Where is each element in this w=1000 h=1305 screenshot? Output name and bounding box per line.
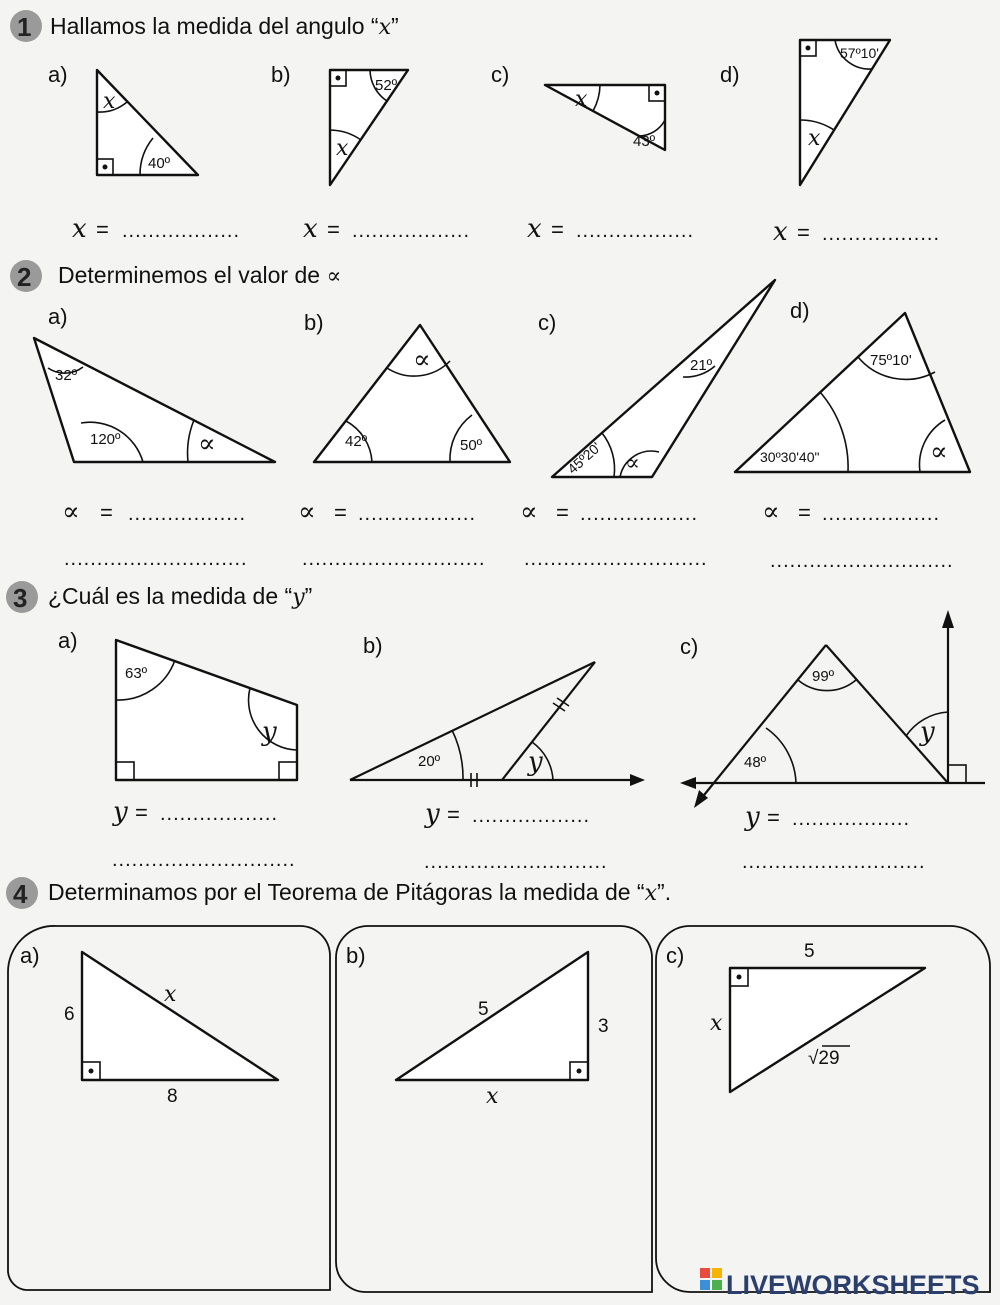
svg-text:..................: .................. [580, 503, 699, 525]
s4-label-c: c) [666, 943, 685, 968]
s1-answer-d [773, 217, 940, 247]
svg-text:∝: ∝ [520, 497, 538, 527]
section-4-badge [6, 877, 38, 909]
s2-label-a: a) [48, 304, 68, 329]
svg-text:..................: .................. [472, 805, 591, 827]
s1-answer-a [72, 214, 240, 244]
svg-text:..................: .................. [160, 803, 279, 825]
svg-text:=: = [334, 500, 347, 525]
svg-text:=: = [767, 805, 780, 830]
s4-b-var: x [486, 1084, 499, 1109]
svg-text:=: = [556, 500, 569, 525]
s3-label-c: c) [680, 634, 699, 659]
liveworksheets-logo-text: LIVEWORKSHEETS [726, 1270, 980, 1300]
s4-a-side-left: 6 [64, 1004, 75, 1025]
s1-answer-b [303, 214, 470, 244]
s2-answer-c [520, 497, 708, 570]
svg-text:=: = [447, 802, 460, 827]
s3-c-var: y [920, 717, 935, 747]
s1-label-a: a) [48, 62, 68, 87]
s3-answer-b [424, 799, 608, 873]
s2-answer-a [62, 497, 248, 570]
svg-text:..................: .................. [128, 503, 247, 525]
svg-text:=: = [327, 217, 340, 242]
svg-text:............................: ............................ [742, 851, 926, 873]
s4-a-var: x [164, 982, 177, 1007]
s2-label-c: c) [538, 310, 557, 335]
section-1-title: Hallamos la medida del angulo “x” [50, 13, 399, 40]
s2-answer-b [298, 497, 486, 570]
s4-c-side-hyp: √29 [808, 1048, 840, 1069]
s2-c-top: 21º [690, 357, 713, 374]
svg-text:y: y [745, 802, 760, 832]
s3-label-b: b) [363, 633, 383, 658]
s2-d-top: 75º10' [870, 352, 912, 369]
s1-b-var: x [336, 136, 349, 161]
s1-a-var: x [103, 89, 116, 114]
section-1 [10, 10, 940, 247]
svg-text:∝: ∝ [62, 497, 80, 527]
s4-panel-a [8, 926, 330, 1290]
section-3-title: ¿Cuál es la medida de “y” [48, 583, 313, 610]
svg-text:............................: ............................ [770, 550, 954, 572]
svg-text:y: y [113, 797, 128, 827]
svg-text:x: x [527, 214, 542, 244]
s2-label-b: b) [304, 310, 324, 335]
section-3 [6, 581, 985, 873]
svg-text:..................: .................. [358, 503, 477, 525]
svg-text:............................: ............................ [64, 548, 248, 570]
s3-answer-a [112, 797, 296, 871]
s2-d-left: 30º30'40" [760, 449, 820, 465]
section-2-badge [10, 260, 42, 292]
s1-label-b: b) [271, 62, 291, 87]
s3-answer-c [742, 802, 926, 873]
s3-label-a: a) [58, 628, 78, 653]
svg-text:=: = [798, 500, 811, 525]
s2-c-alpha: ∝ [625, 451, 640, 476]
svg-text:=: = [797, 220, 810, 245]
svg-text:∝: ∝ [762, 497, 780, 527]
section-4-title: Determinamos por el Teorema de Pitágoras la medida de “x”. [48, 879, 672, 906]
svg-text:=: = [100, 500, 113, 525]
s1-c-angle: 43º [633, 133, 656, 150]
s3-a-var: y [262, 717, 277, 747]
s4-b-side-right: 3 [598, 1016, 609, 1037]
s3-a-angle: 63º [125, 665, 148, 682]
section-3-number: 3 [13, 583, 28, 613]
svg-text:............................: ............................ [524, 548, 708, 570]
s4-c-var: x [710, 1011, 723, 1036]
svg-text:..................: .................. [822, 223, 941, 245]
svg-text:..................: .................. [122, 220, 241, 242]
section-4-number: 4 [13, 879, 28, 909]
s2-a-top: 32º [55, 367, 78, 384]
svg-text:..................: .................. [822, 503, 941, 525]
section-2-number: 2 [17, 262, 32, 292]
s4-panel-b [336, 926, 652, 1292]
s2-b-left: 42º [345, 433, 368, 450]
s2-d-alpha: ∝ [930, 437, 948, 467]
s4-b-side-hyp: 5 [478, 999, 489, 1020]
s3-c-left: 48º [744, 754, 767, 771]
s1-a-angle: 40º [148, 155, 171, 172]
svg-text:..................: .................. [352, 220, 471, 242]
svg-text:............................: ............................ [112, 849, 296, 871]
section-2 [10, 260, 970, 572]
s2-b-alpha: ∝ [413, 345, 431, 375]
s4-label-a: a) [20, 943, 40, 968]
svg-text:∝: ∝ [298, 497, 316, 527]
svg-text:..................: .................. [792, 808, 911, 830]
svg-text:x: x [303, 214, 318, 244]
section-3-badge [6, 581, 38, 613]
svg-text:=: = [96, 217, 109, 242]
s2-c-left: 45º20' [564, 438, 604, 477]
svg-text:..................: .................. [576, 220, 695, 242]
svg-text:............................: ............................ [424, 851, 608, 873]
s1-answer-c [527, 214, 694, 244]
s3-b-angle: 20º [418, 753, 441, 770]
s1-label-c: c) [491, 62, 510, 87]
liveworksheets-logo-icon [700, 1268, 722, 1290]
s1-label-d: d) [720, 62, 740, 87]
s2-b-right: 50º [460, 437, 483, 454]
section-1-badge [10, 10, 42, 42]
svg-text:x: x [773, 217, 788, 247]
section-4 [6, 877, 990, 1292]
s4-c-side-top: 5 [804, 941, 815, 962]
section-1-number: 1 [17, 12, 32, 42]
svg-text:............................: ............................ [302, 548, 486, 570]
s1-d-var: x [808, 126, 821, 151]
s3-b-var: y [528, 747, 543, 777]
svg-text:=: = [551, 217, 564, 242]
s4-a-side-bottom: 8 [167, 1086, 178, 1107]
s1-c-var: x [575, 87, 588, 112]
s1-b-angle: 52º [375, 77, 398, 94]
s2-answer-d [762, 497, 954, 572]
svg-text:=: = [135, 800, 148, 825]
s1-d-angle: 57º10' [840, 45, 879, 61]
s3-c-top: 99º [812, 668, 835, 685]
s2-label-d: d) [790, 298, 810, 323]
s2-a-alpha: ∝ [198, 429, 216, 459]
section-2-title: Determinemos el valor de ∝ [58, 262, 342, 289]
s2-a-bottom: 120º [90, 431, 121, 448]
svg-text:y: y [425, 799, 440, 829]
liveworksheets-logo [700, 1268, 980, 1300]
s4-label-b: b) [346, 943, 366, 968]
svg-text:x: x [72, 214, 87, 244]
